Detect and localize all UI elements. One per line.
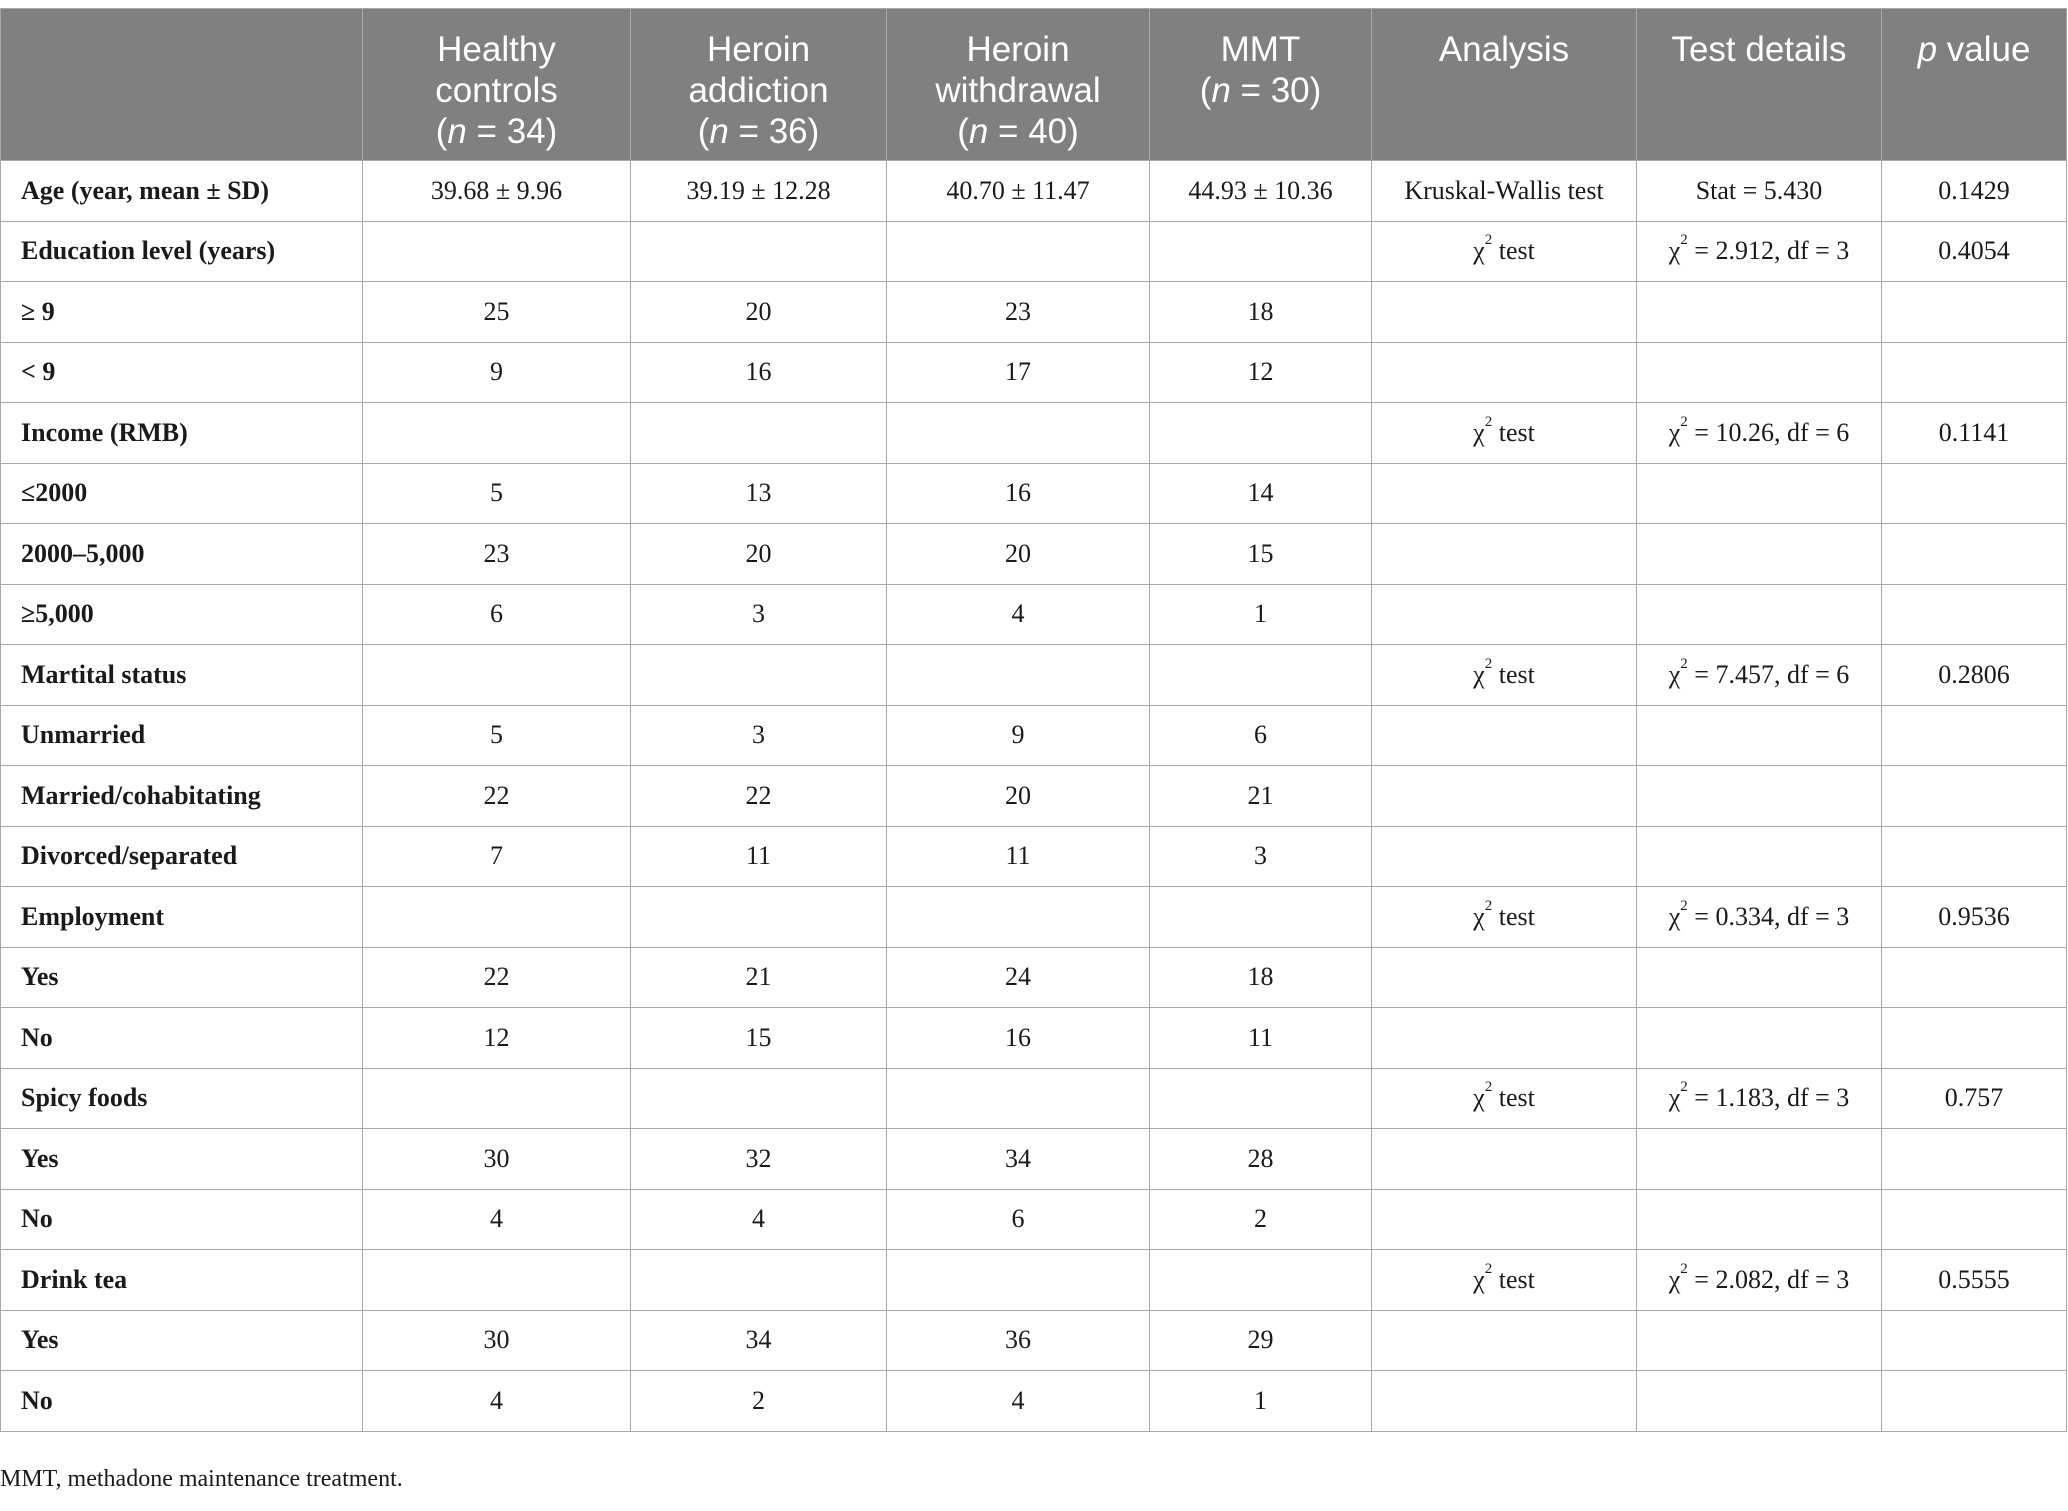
healthy-controls-cell: 22 xyxy=(363,766,631,827)
header-line1: Heroin xyxy=(966,30,1070,69)
table-row xyxy=(1,887,2067,948)
row-label: ≤2000 xyxy=(1,463,363,524)
analysis-cell: $\chi^2$ test xyxy=(1372,221,1637,282)
healthy-controls-cell xyxy=(363,645,631,706)
header-line2: withdrawal xyxy=(935,71,1101,110)
header-test-details xyxy=(1637,9,1882,161)
heroin-addiction-cell: 22 xyxy=(631,766,887,827)
header-healthy-controls xyxy=(363,9,631,161)
p-value-cell xyxy=(1882,766,2067,827)
header-line1: p value xyxy=(1917,30,2031,69)
mmt-cell xyxy=(1150,221,1372,282)
mmt-cell xyxy=(1150,1068,1372,1129)
p-value-cell xyxy=(1882,342,2067,403)
heroin-withdrawal-cell: 9 xyxy=(887,705,1150,766)
heroin-withdrawal-cell: 24 xyxy=(887,947,1150,1008)
row-label: Unmarried xyxy=(1,705,363,766)
test-details-cell: Stat = 5.430 xyxy=(1637,161,1882,222)
p-value-cell: 0.757 xyxy=(1882,1068,2067,1129)
analysis-cell: $\chi^2$ test xyxy=(1372,1250,1637,1311)
heroin-addiction-cell: 20 xyxy=(631,524,887,585)
table-row xyxy=(1,1189,2067,1250)
analysis-cell xyxy=(1372,766,1637,827)
row-label: Martital status xyxy=(1,645,363,706)
test-details-cell xyxy=(1637,1371,1882,1432)
header-p-value xyxy=(1882,9,2067,161)
row-label: Employment xyxy=(1,887,363,948)
heroin-addiction-cell xyxy=(631,1068,887,1129)
healthy-controls-cell: 9 xyxy=(363,342,631,403)
p-value-cell xyxy=(1882,463,2067,524)
header-line1: Test details xyxy=(1671,30,1847,69)
test-details-cell: $\chi^2 = 2.082$, df = 3 xyxy=(1637,1250,1882,1311)
analysis-cell xyxy=(1372,705,1637,766)
healthy-controls-cell: 5 xyxy=(363,463,631,524)
analysis-cell xyxy=(1372,1371,1637,1432)
mmt-cell xyxy=(1150,403,1372,464)
row-label: Yes xyxy=(1,1310,363,1371)
test-details-cell xyxy=(1637,1008,1882,1069)
heroin-withdrawal-cell: 11 xyxy=(887,826,1150,887)
analysis-cell xyxy=(1372,342,1637,403)
healthy-controls-cell xyxy=(363,1250,631,1311)
analysis-cell xyxy=(1372,463,1637,524)
healthy-controls-cell: 12 xyxy=(363,1008,631,1069)
heroin-addiction-cell: 21 xyxy=(631,947,887,1008)
heroin-withdrawal-cell: 20 xyxy=(887,524,1150,585)
p-value-cell xyxy=(1882,1129,2067,1190)
healthy-controls-cell: 22 xyxy=(363,947,631,1008)
table-row xyxy=(1,947,2067,1008)
row-label: Married/cohabitating xyxy=(1,766,363,827)
table-body xyxy=(1,161,2067,1432)
analysis-cell: Kruskal-Wallis test xyxy=(1372,161,1637,222)
header-n: (n = 34) xyxy=(435,112,558,151)
row-label: Spicy foods xyxy=(1,1068,363,1129)
heroin-addiction-cell: 11 xyxy=(631,826,887,887)
header-mmt xyxy=(1150,9,1372,161)
header-row xyxy=(1,9,2067,161)
p-value-cell: 0.2806 xyxy=(1882,645,2067,706)
header-heroin-withdrawal xyxy=(887,9,1150,161)
healthy-controls-cell xyxy=(363,221,631,282)
heroin-withdrawal-cell: 20 xyxy=(887,766,1150,827)
table-row xyxy=(1,463,2067,524)
mmt-cell xyxy=(1150,645,1372,706)
p-value-cell xyxy=(1882,705,2067,766)
p-value-cell xyxy=(1882,584,2067,645)
row-label: Education level (years) xyxy=(1,221,363,282)
heroin-addiction-cell: 34 xyxy=(631,1310,887,1371)
heroin-addiction-cell: 16 xyxy=(631,342,887,403)
mmt-cell xyxy=(1150,1250,1372,1311)
table-row xyxy=(1,221,2067,282)
mmt-cell: 18 xyxy=(1150,947,1372,1008)
healthy-controls-cell: 7 xyxy=(363,826,631,887)
heroin-withdrawal-cell: 36 xyxy=(887,1310,1150,1371)
p-value-cell: 0.1429 xyxy=(1882,161,2067,222)
mmt-cell: 1 xyxy=(1150,584,1372,645)
test-details-cell xyxy=(1637,766,1882,827)
heroin-withdrawal-cell xyxy=(887,403,1150,464)
heroin-withdrawal-cell: 17 xyxy=(887,342,1150,403)
row-label: Yes xyxy=(1,1129,363,1190)
table-row xyxy=(1,342,2067,403)
header-line1: Analysis xyxy=(1438,30,1570,69)
header-n: (n = 30) xyxy=(1199,71,1322,110)
header-line1: Healthy xyxy=(437,30,556,69)
test-details-cell xyxy=(1637,1189,1882,1250)
p-value-cell: 0.5555 xyxy=(1882,1250,2067,1311)
heroin-withdrawal-cell: 40.70 ± 11.47 xyxy=(887,161,1150,222)
heroin-addiction-cell xyxy=(631,1250,887,1311)
test-details-cell: $\chi^2 = 0.334$, df = 3 xyxy=(1637,887,1882,948)
heroin-addiction-cell: 4 xyxy=(631,1189,887,1250)
heroin-addiction-cell: 2 xyxy=(631,1371,887,1432)
header-line1: Heroin xyxy=(706,30,811,69)
mmt-cell xyxy=(1150,887,1372,948)
test-details-cell: $\chi^2 = 10.26$, df = 6 xyxy=(1637,403,1882,464)
row-label: Yes xyxy=(1,947,363,1008)
healthy-controls-cell: 5 xyxy=(363,705,631,766)
healthy-controls-cell: 30 xyxy=(363,1310,631,1371)
table-row xyxy=(1,826,2067,887)
row-label: Drink tea xyxy=(1,1250,363,1311)
healthy-controls-cell: 23 xyxy=(363,524,631,585)
test-details-cell: $\chi^2 = 1.183$, df = 3 xyxy=(1637,1068,1882,1129)
table-row xyxy=(1,1129,2067,1190)
analysis-cell: $\chi^2$ test xyxy=(1372,887,1637,948)
heroin-addiction-cell xyxy=(631,645,887,706)
analysis-cell: $\chi^2$ test xyxy=(1372,645,1637,706)
p-value-cell xyxy=(1882,1008,2067,1069)
mmt-cell: 21 xyxy=(1150,766,1372,827)
header-blank xyxy=(1,9,363,161)
heroin-withdrawal-cell xyxy=(887,645,1150,706)
p-value-cell: 0.9536 xyxy=(1882,887,2067,948)
mmt-cell: 14 xyxy=(1150,463,1372,524)
row-label: < 9 xyxy=(1,342,363,403)
row-label: ≥ 9 xyxy=(1,282,363,343)
p-value-cell: 0.4054 xyxy=(1882,221,2067,282)
row-label: No xyxy=(1,1189,363,1250)
table-row xyxy=(1,161,2067,222)
analysis-cell xyxy=(1372,1008,1637,1069)
mmt-cell: 11 xyxy=(1150,1008,1372,1069)
p-value-cell xyxy=(1882,524,2067,585)
heroin-addiction-cell xyxy=(631,403,887,464)
heroin-addiction-cell: 15 xyxy=(631,1008,887,1069)
row-label: Age (year, mean ± SD) xyxy=(1,161,363,222)
p-value-cell xyxy=(1882,1189,2067,1250)
test-details-cell xyxy=(1637,1310,1882,1371)
analysis-cell xyxy=(1372,524,1637,585)
p-value-cell: 0.1141 xyxy=(1882,403,2067,464)
healthy-controls-cell: 4 xyxy=(363,1371,631,1432)
table-row xyxy=(1,584,2067,645)
table-row xyxy=(1,645,2067,706)
footnote: MMT, methadone maintenance treatment. xyxy=(0,1466,403,1492)
test-details-cell xyxy=(1637,463,1882,524)
table-row xyxy=(1,403,2067,464)
mmt-cell: 3 xyxy=(1150,826,1372,887)
healthy-controls-cell xyxy=(363,403,631,464)
mmt-cell: 18 xyxy=(1150,282,1372,343)
p-value-cell xyxy=(1882,947,2067,1008)
table-row xyxy=(1,524,2067,585)
heroin-withdrawal-cell: 6 xyxy=(887,1189,1150,1250)
healthy-controls-cell: 30 xyxy=(363,1129,631,1190)
mmt-cell: 44.93 ± 10.36 xyxy=(1150,161,1372,222)
table-container xyxy=(0,8,2066,1432)
header-line1: MMT xyxy=(1220,30,1301,69)
heroin-addiction-cell: 20 xyxy=(631,282,887,343)
heroin-withdrawal-cell: 34 xyxy=(887,1129,1150,1190)
heroin-addiction-cell: 32 xyxy=(631,1129,887,1190)
analysis-cell xyxy=(1372,826,1637,887)
heroin-withdrawal-cell xyxy=(887,1068,1150,1129)
header-n: (n = 36) xyxy=(697,112,820,151)
p-value-cell xyxy=(1882,282,2067,343)
heroin-withdrawal-cell: 16 xyxy=(887,1008,1150,1069)
healthy-controls-cell: 25 xyxy=(363,282,631,343)
healthy-controls-cell xyxy=(363,1068,631,1129)
heroin-withdrawal-cell xyxy=(887,887,1150,948)
analysis-cell: $\chi^2$ test xyxy=(1372,1068,1637,1129)
healthy-controls-cell: 6 xyxy=(363,584,631,645)
test-details-cell xyxy=(1637,524,1882,585)
header-line2: controls xyxy=(435,71,558,110)
heroin-addiction-cell xyxy=(631,887,887,948)
test-details-cell xyxy=(1637,282,1882,343)
row-label: No xyxy=(1,1371,363,1432)
heroin-withdrawal-cell xyxy=(887,1250,1150,1311)
mmt-cell: 29 xyxy=(1150,1310,1372,1371)
row-label: No xyxy=(1,1008,363,1069)
table-row xyxy=(1,1250,2067,1311)
mmt-cell: 12 xyxy=(1150,342,1372,403)
mmt-cell: 2 xyxy=(1150,1189,1372,1250)
header-n: (n = 40) xyxy=(957,112,1079,151)
analysis-cell xyxy=(1372,1310,1637,1371)
heroin-withdrawal-cell: 4 xyxy=(887,1371,1150,1432)
analysis-cell xyxy=(1372,584,1637,645)
row-label: ≥5,000 xyxy=(1,584,363,645)
table-row xyxy=(1,1310,2067,1371)
test-details-cell: $\chi^2 = 7.457$, df = 6 xyxy=(1637,645,1882,706)
table-row xyxy=(1,1371,2067,1432)
heroin-addiction-cell xyxy=(631,221,887,282)
analysis-cell: $\chi^2$ test xyxy=(1372,403,1637,464)
p-value-cell xyxy=(1882,1310,2067,1371)
heroin-addiction-cell: 3 xyxy=(631,705,887,766)
mmt-cell: 28 xyxy=(1150,1129,1372,1190)
test-details-cell xyxy=(1637,705,1882,766)
p-value-cell xyxy=(1882,1371,2067,1432)
healthy-controls-cell: 4 xyxy=(363,1189,631,1250)
test-details-cell: $\chi^2 = 2.912$, df = 3 xyxy=(1637,221,1882,282)
test-details-cell xyxy=(1637,342,1882,403)
heroin-addiction-cell: 3 xyxy=(631,584,887,645)
test-details-cell xyxy=(1637,947,1882,1008)
mmt-cell: 15 xyxy=(1150,524,1372,585)
test-details-cell xyxy=(1637,826,1882,887)
heroin-addiction-cell: 13 xyxy=(631,463,887,524)
demographics-table xyxy=(0,8,2067,1432)
header-line2: addiction xyxy=(688,71,829,110)
analysis-cell xyxy=(1372,282,1637,343)
heroin-withdrawal-cell: 23 xyxy=(887,282,1150,343)
healthy-controls-cell xyxy=(363,887,631,948)
healthy-controls-cell: 39.68 ± 9.96 xyxy=(363,161,631,222)
row-label: Income (RMB) xyxy=(1,403,363,464)
analysis-cell xyxy=(1372,1189,1637,1250)
table-row xyxy=(1,1068,2067,1129)
test-details-cell xyxy=(1637,1129,1882,1190)
row-label: 2000–5,000 xyxy=(1,524,363,585)
heroin-withdrawal-cell: 4 xyxy=(887,584,1150,645)
table-row xyxy=(1,1008,2067,1069)
table-row xyxy=(1,705,2067,766)
header-analysis xyxy=(1372,9,1637,161)
heroin-withdrawal-cell: 16 xyxy=(887,463,1150,524)
table-row xyxy=(1,766,2067,827)
test-details-cell xyxy=(1637,584,1882,645)
heroin-withdrawal-cell xyxy=(887,221,1150,282)
mmt-cell: 1 xyxy=(1150,1371,1372,1432)
analysis-cell xyxy=(1372,1129,1637,1190)
header-heroin-addiction xyxy=(631,9,887,161)
p-value-cell xyxy=(1882,826,2067,887)
mmt-cell: 6 xyxy=(1150,705,1372,766)
analysis-cell xyxy=(1372,947,1637,1008)
heroin-addiction-cell: 39.19 ± 12.28 xyxy=(631,161,887,222)
table-row xyxy=(1,282,2067,343)
row-label: Divorced/separated xyxy=(1,826,363,887)
